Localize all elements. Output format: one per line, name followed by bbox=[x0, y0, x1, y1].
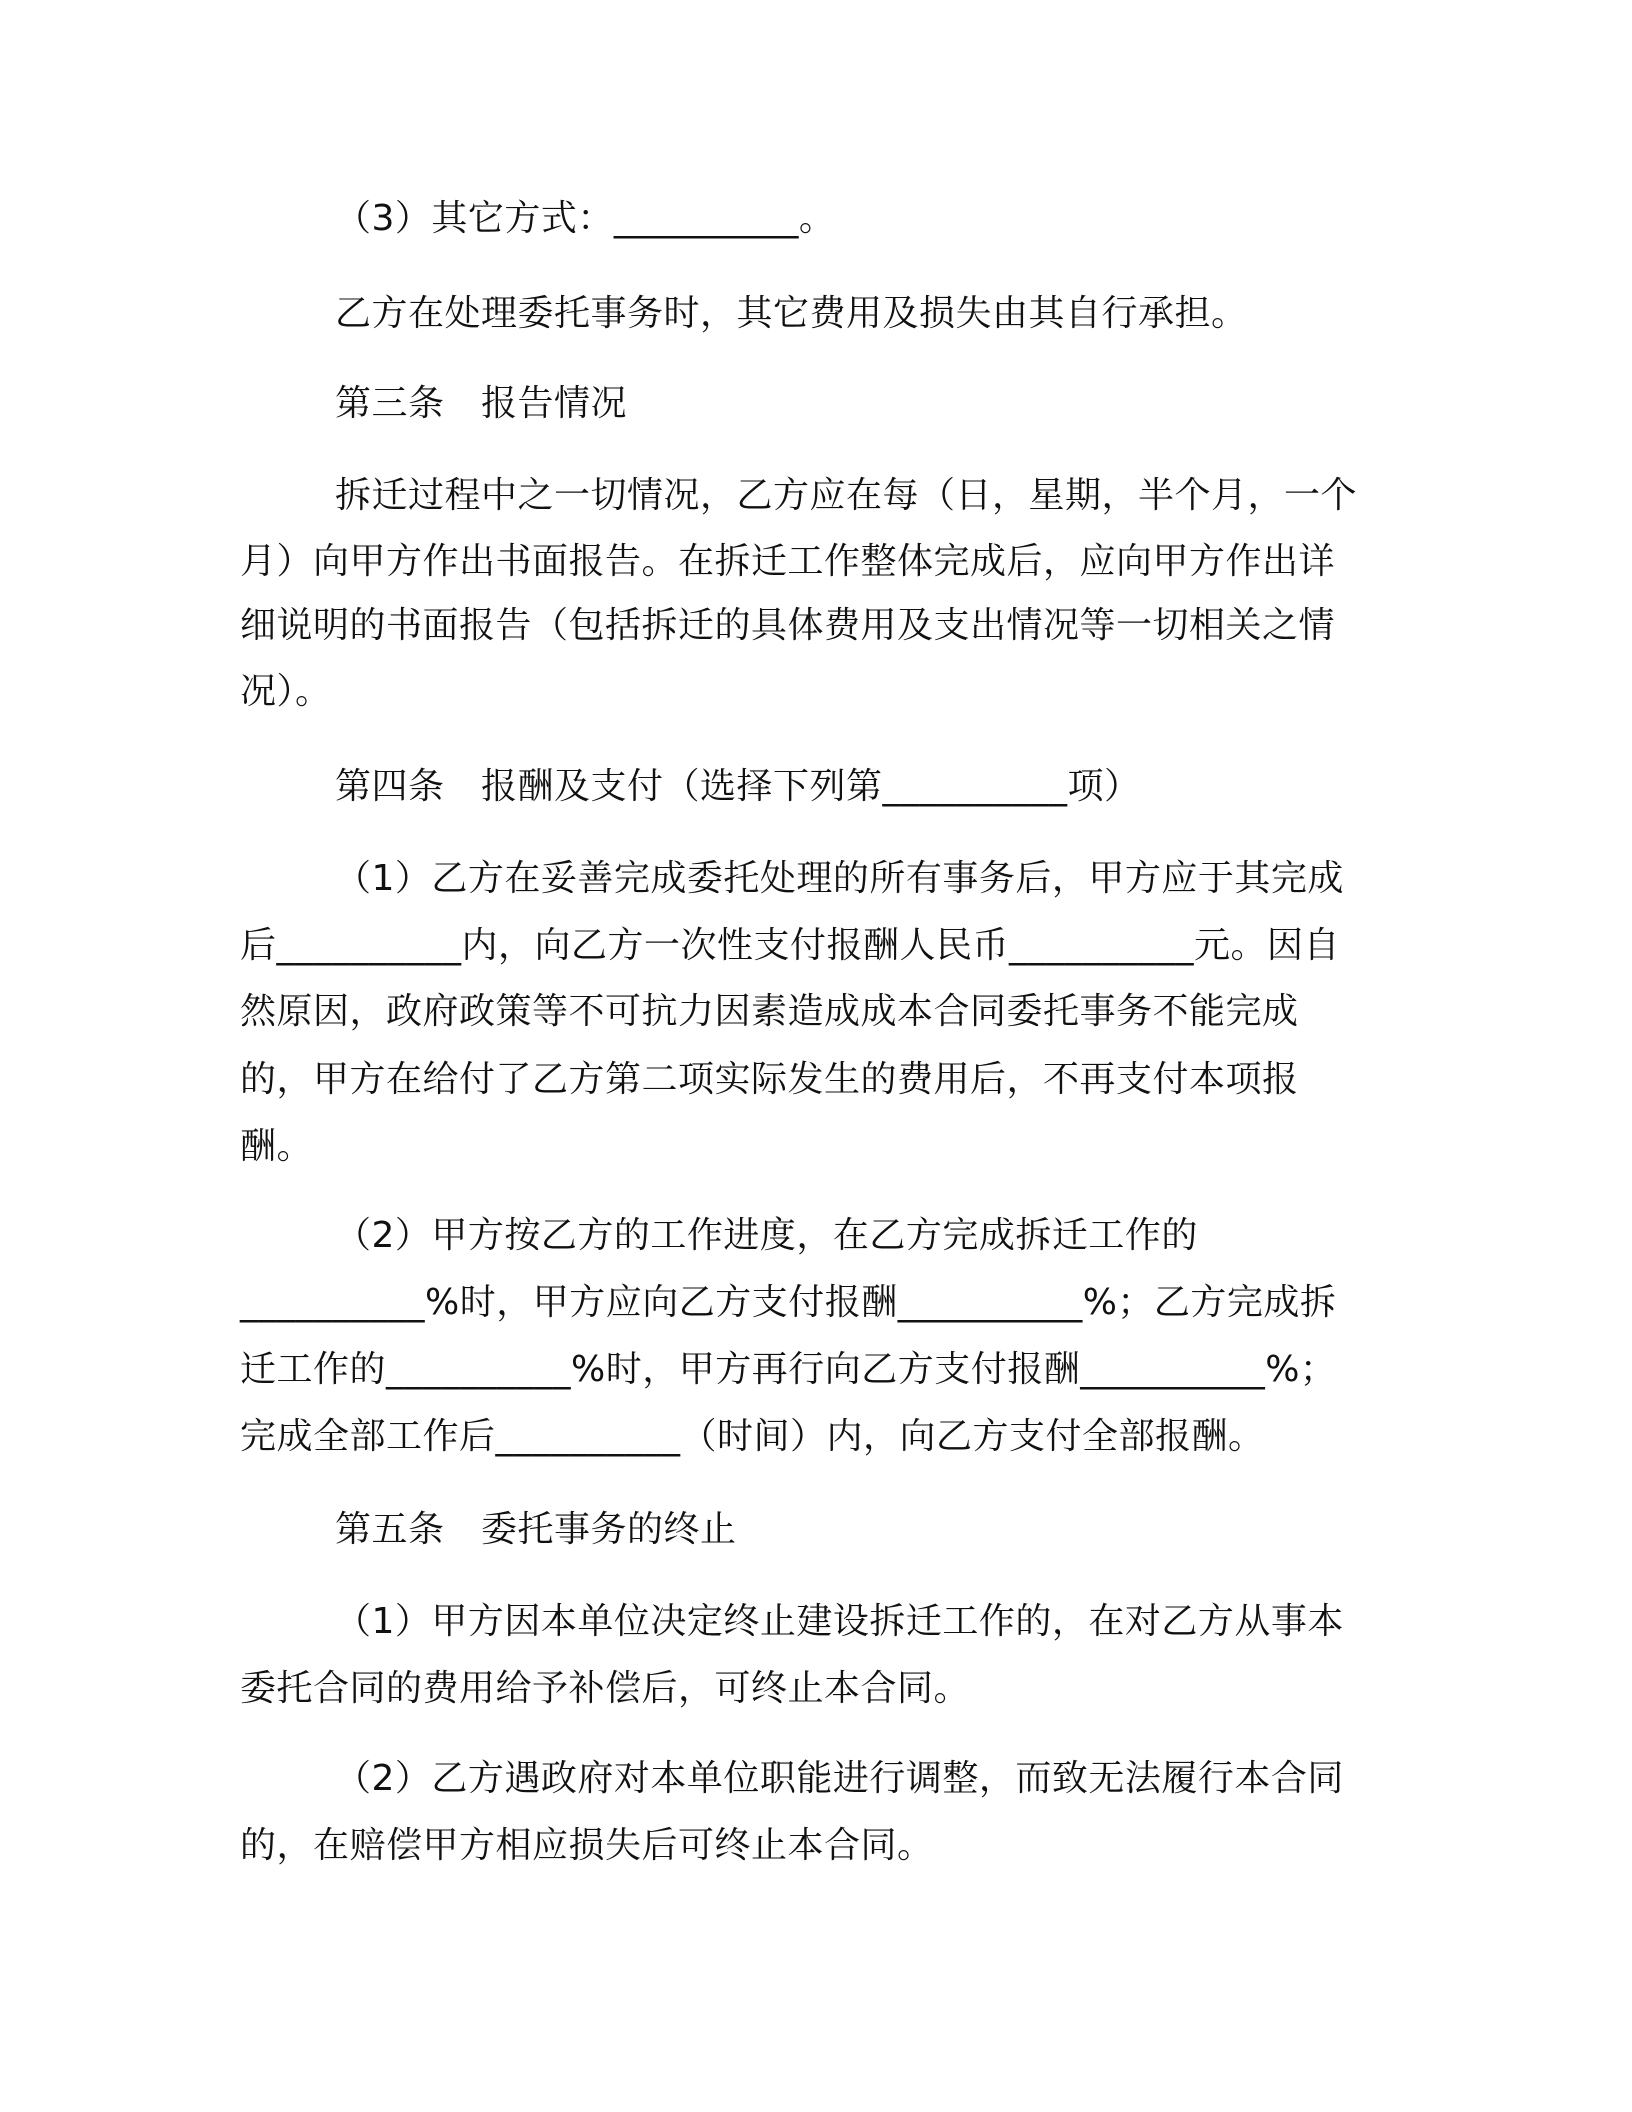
article-3-text-line-2: 月）向甲方作出书面报告。在拆迁工作整体完成后，应向甲方作出详 bbox=[240, 541, 1336, 582]
article-5-heading: 第五条 委托事务的终止 bbox=[335, 1509, 737, 1550]
expense-clause: 乙方在处理委托事务时，其它费用及损失由其自行承担。 bbox=[335, 293, 1248, 334]
article-4-item-1-line-5: 酬。 bbox=[240, 1126, 314, 1167]
article-4-item-2-line-4: 完成全部工作后__________（时间）内，向乙方支付全部报酬。 bbox=[240, 1416, 1265, 1457]
article-3-text-line-1: 拆迁过程中之一切情况，乙方应在每（日，星期，半个月，一个 bbox=[335, 475, 1358, 516]
option-3-other-method: （3）其它方式：__________。 bbox=[335, 198, 836, 239]
article-4-heading: 第四条 报酬及支付（选择下列第__________项） bbox=[335, 766, 1141, 807]
article-4-item-2-line-2: __________%时，甲方应向乙方支付报酬__________%；乙方完成拆 bbox=[240, 1282, 1337, 1323]
article-5-item-1-line-1: （1）甲方因本单位决定终止建设拆迁工作的，在对乙方从事本 bbox=[335, 1601, 1344, 1642]
article-5-item-1-line-2: 委托合同的费用给予补偿后，可终止本合同。 bbox=[240, 1668, 971, 1709]
article-3-heading: 第三条 报告情况 bbox=[335, 383, 628, 424]
article-3-text-line-4: 况）。 bbox=[240, 671, 332, 712]
article-4-item-1-line-2: 后__________内，向乙方一次性支付报酬人民币__________元。因自 bbox=[240, 925, 1341, 966]
article-4-item-1-line-3: 然原因，政府政策等不可抗力因素造成成本合同委托事务不能完成 bbox=[240, 991, 1299, 1032]
article-3-text-line-3: 细说明的书面报告（包括拆迁的具体费用及支出情况等一切相关之情 bbox=[240, 605, 1336, 646]
article-4-item-1-line-4: 的，甲方在给付了乙方第二项实际发生的费用后，不再支付本项报 bbox=[240, 1059, 1299, 1100]
article-4-item-2-line-3: 迁工作的__________%时，甲方再行向乙方支付报酬__________%； bbox=[240, 1349, 1337, 1390]
article-5-item-2-line-1: （2）乙方遇政府对本单位职能进行调整，而致无法履行本合同 bbox=[335, 1758, 1344, 1799]
article-5-item-2-line-2: 的，在赔偿甲方相应损失后可终止本合同。 bbox=[240, 1825, 934, 1866]
article-4-item-1-line-1: （1）乙方在妥善完成委托处理的所有事务后，甲方应于其完成 bbox=[335, 858, 1344, 899]
article-4-item-2-line-1: （2）甲方按乙方的工作进度，在乙方完成拆迁工作的 bbox=[335, 1215, 1198, 1256]
